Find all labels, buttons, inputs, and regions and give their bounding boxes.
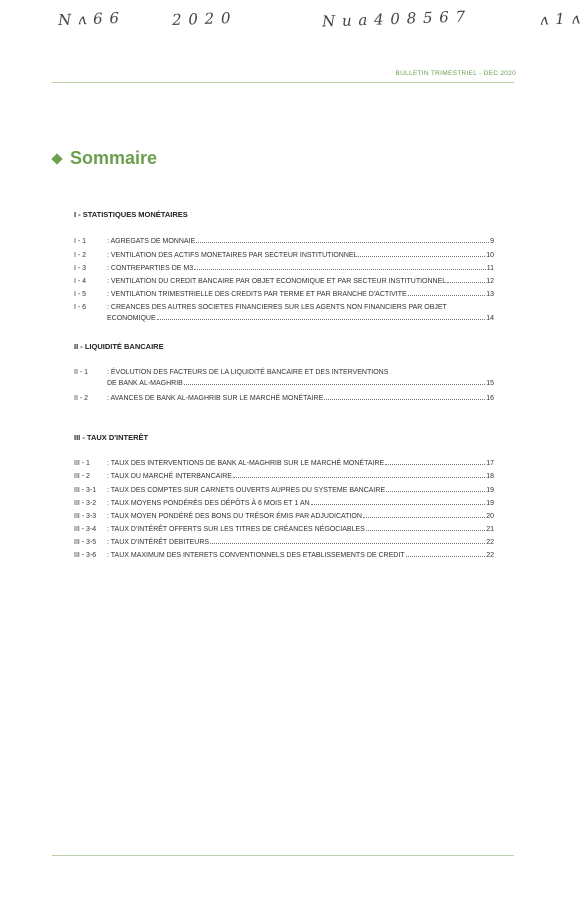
entry-number: III - 3-2 xyxy=(74,500,97,507)
section-title: II - LIQUIDITÉ BANCAIRE xyxy=(74,342,164,351)
toc-entry[interactable] xyxy=(74,236,494,247)
header-rule xyxy=(52,82,514,83)
entry-title: : AVANCES DE BANK AL-MAGHRIB SUR LE MARCHÉ MONÉTAIRE xyxy=(107,395,324,402)
entry-page-number: 18 xyxy=(486,473,494,480)
toc-entry[interactable] xyxy=(74,289,494,300)
entry-page-number: 19 xyxy=(486,487,494,494)
dot-leader xyxy=(363,517,485,518)
entry-title: : TAUX DU MARCHÉ INTERBANCAIRE xyxy=(107,473,232,480)
entry-title: : TAUX MAXIMUM DES INTERETS CONVENTIONNELS DES ETABLISSEMENTS DE CREDIT xyxy=(107,552,405,559)
entry-number: I - 1 xyxy=(74,238,87,245)
toc-entry[interactable] xyxy=(74,471,494,482)
section-title: III - TAUX D'INTERÊT xyxy=(74,433,149,442)
section-title: I - STATISTIQUES MONÉTAIRES xyxy=(74,210,188,219)
dot-leader xyxy=(408,295,486,296)
entry-page-number: 12 xyxy=(486,278,494,285)
entry-number: I - 5 xyxy=(74,291,87,298)
handwritten-annotation: ʌ 1 ʌ xyxy=(539,9,582,29)
toc-entry[interactable] xyxy=(74,263,494,274)
entry-number: III - 3-1 xyxy=(74,487,97,494)
entry-title: : ÉVOLUTION DES FACTEURS DE LA LIQUIDITÉ BANCAIRE ET DES INTERVENTIONS xyxy=(107,369,389,376)
toc-entry[interactable] xyxy=(74,250,494,261)
entry-title: : TAUX MOYENS PONDÉRÉS DES DÉPÔTS À 6 MOIS ET 1 AN xyxy=(107,500,310,507)
toc-entry[interactable] xyxy=(74,485,494,496)
entry-title: : AGREGATS DE MONNAIE xyxy=(107,238,196,245)
dot-leader xyxy=(324,399,485,400)
dot-leader xyxy=(406,556,486,557)
entry-number: I - 3 xyxy=(74,265,87,272)
entry-title: : TAUX DES COMPTES SUR CARNETS OUVERTS AUPRES DU SYSTEME BANCAIRE xyxy=(107,487,386,494)
entry-number: III - 2 xyxy=(74,473,90,480)
entry-title: : TAUX D'INTÉRÊT OFFERTS SUR LES TITRES DE CRÉANCES NÉGOCIABLES xyxy=(107,526,365,533)
entry-number: III - 3-3 xyxy=(74,513,97,520)
footer-rule xyxy=(52,855,514,856)
entry-number: III - 1 xyxy=(74,460,90,467)
entry-title: : VENTILATION DU CREDIT BANCAIRE PAR OBJET ECONOMIQUE ET PAR SECTEUR INSTITUTIONNEL xyxy=(107,278,447,285)
dot-leader xyxy=(358,256,485,257)
page-header: BULLETIN TRIMESTRIEL - DEC 2020 xyxy=(395,70,516,77)
entry-number: II - 2 xyxy=(74,395,89,402)
entry-number: II - 1 xyxy=(74,369,89,376)
handwritten-annotation: 2 0 2 0 xyxy=(171,8,232,30)
entry-title: : TAUX MOYEN PONDÉRÉ DES BONS DU TRÉSOR ÉMIS PAR ADJUDICATION xyxy=(107,513,362,520)
entry-page-number: 20 xyxy=(486,513,494,520)
dot-leader xyxy=(385,464,485,465)
entry-page-number: 19 xyxy=(486,500,494,507)
toc-entry[interactable] xyxy=(74,302,494,324)
entry-title: : CONTREPARTIES DE M3 xyxy=(107,265,194,272)
dot-leader xyxy=(311,504,486,505)
dot-leader xyxy=(194,269,486,270)
entry-title: : VENTILATION DES ACTIFS MONETAIRES PAR SECTEUR INSTITUTIONNEL xyxy=(107,252,358,259)
page-title-text: Sommaire xyxy=(70,148,158,168)
diamond-bullet-icon xyxy=(51,153,62,164)
toc-entry[interactable] xyxy=(74,458,494,469)
entry-title: : VENTILATION TRIMESTRIELLE DES CREDITS PAR TERME ET PAR BRANCHE D'ACTIVITE xyxy=(107,291,407,298)
entry-title: : TAUX D'INTÉRÊT DEBITEURS xyxy=(107,539,210,546)
toc-entry[interactable] xyxy=(74,367,494,389)
entry-page-number: 22 xyxy=(486,552,494,559)
entry-page-number: 13 xyxy=(486,291,494,298)
entry-page-number: 15 xyxy=(486,380,494,387)
handwritten-annotation: N ʌ 6 6 xyxy=(57,8,121,30)
page-title xyxy=(51,148,157,169)
entry-number: I - 2 xyxy=(74,252,87,259)
entry-title: : TAUX DES INTERVENTIONS DE BANK AL-MAGHRIB SUR LE MARCHÉ MONÉTAIRE xyxy=(107,460,385,467)
entry-number: III - 3-4 xyxy=(74,526,97,533)
entry-number: III - 3-5 xyxy=(74,539,97,546)
entry-title: DE BANK AL-MAGHRIB xyxy=(107,380,183,387)
entry-page-number: 9 xyxy=(490,238,494,245)
dot-leader xyxy=(447,282,485,283)
entry-page-number: 17 xyxy=(486,460,494,467)
entry-title: : CREANCES DES AUTRES SOCIETES FINANCIERES SUR LES AGENTS NON FINANCIERS PAR OBJET xyxy=(107,304,447,311)
dot-leader xyxy=(184,384,485,385)
dot-leader xyxy=(386,491,485,492)
entry-page-number: 14 xyxy=(486,315,494,322)
dot-leader xyxy=(157,319,486,320)
dot-leader xyxy=(210,543,485,544)
dot-leader xyxy=(366,530,485,531)
entry-number: I - 4 xyxy=(74,278,87,285)
entry-page-number: 22 xyxy=(486,539,494,546)
dot-leader xyxy=(233,477,485,478)
entry-page-number: 11 xyxy=(486,265,494,272)
handwritten-annotation: N u a 4 0 8 5 6 7 xyxy=(321,7,467,31)
entry-page-number: 21 xyxy=(486,526,494,533)
toc-entry[interactable] xyxy=(74,537,494,548)
entry-page-number: 10 xyxy=(486,252,494,259)
entry-number: I - 6 xyxy=(74,304,87,311)
toc-entry[interactable] xyxy=(74,511,494,522)
toc-entry[interactable] xyxy=(74,550,494,561)
toc-entry[interactable] xyxy=(74,276,494,287)
toc-entry[interactable] xyxy=(74,498,494,509)
entry-title: ECONOMIQUE xyxy=(107,315,156,322)
entry-page-number: 16 xyxy=(486,395,494,402)
toc-entry[interactable] xyxy=(74,524,494,535)
toc-entry[interactable] xyxy=(74,393,494,404)
entry-number: III - 3-6 xyxy=(74,552,97,559)
dot-leader xyxy=(196,242,489,243)
